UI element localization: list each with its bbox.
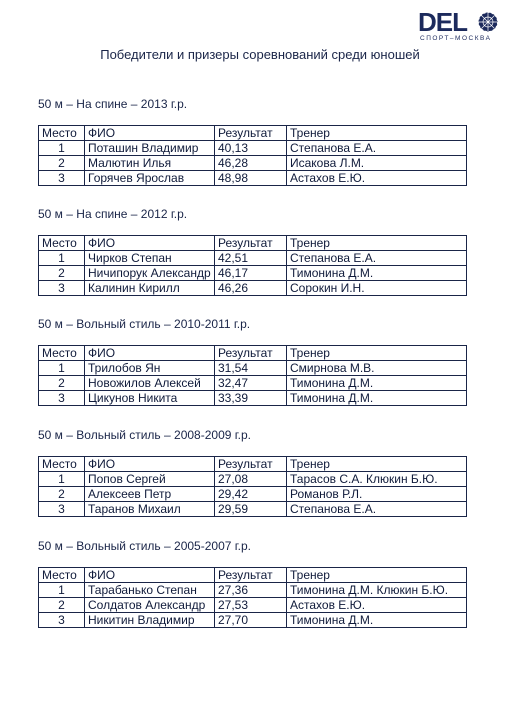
- table-row: [39, 251, 467, 266]
- section-title: 50 м – Вольный стиль – 2008-2009 г.р.: [38, 428, 251, 442]
- result-cell: 27,53: [215, 598, 287, 613]
- place-cell: 1: [39, 141, 85, 156]
- table-header-row: [39, 236, 467, 251]
- place-cell: 3: [39, 502, 85, 517]
- coach-cell: Степанова Е.А.: [287, 141, 467, 156]
- name-cell: Трилобов Ян: [85, 361, 215, 376]
- results-section: [38, 538, 466, 628]
- table-row: [39, 171, 467, 186]
- header-place: Место: [39, 236, 85, 251]
- header-place: Место: [39, 457, 85, 472]
- place-cell: 2: [39, 598, 85, 613]
- place-cell: 3: [39, 171, 85, 186]
- table-header-row: [39, 457, 467, 472]
- header-result: Результат: [215, 457, 287, 472]
- result-cell: 48,98: [215, 171, 287, 186]
- coach-cell: Сорокин И.Н.: [287, 281, 467, 296]
- place-cell: 3: [39, 391, 85, 406]
- table-row: [39, 391, 467, 406]
- results-table: [38, 125, 467, 186]
- results-section: [38, 96, 466, 186]
- header-result: Результат: [215, 126, 287, 141]
- table-row: [39, 613, 467, 628]
- table-header-row: [39, 346, 467, 361]
- coach-cell: Тимонина Д.М.: [287, 376, 467, 391]
- results-table: [38, 456, 467, 517]
- place-cell: 3: [39, 281, 85, 296]
- result-cell: 29,42: [215, 487, 287, 502]
- header-name: ФИО: [85, 457, 215, 472]
- result-cell: 27,70: [215, 613, 287, 628]
- coach-cell: Тимонина Д.М.: [287, 266, 467, 281]
- results-table: [38, 345, 467, 406]
- name-cell: Горячев Ярослав: [85, 171, 215, 186]
- section-title: 50 м – Вольный стиль – 2005-2007 г.р.: [38, 539, 251, 553]
- name-cell: Солдатов Александр: [85, 598, 215, 613]
- place-cell: 1: [39, 251, 85, 266]
- name-cell: Алексеев Петр: [85, 487, 215, 502]
- name-cell: Таранов Михаил: [85, 502, 215, 517]
- results-table: [38, 567, 467, 628]
- table-row: [39, 583, 467, 598]
- name-cell: Ничипорук Александр: [85, 266, 215, 281]
- table-row: [39, 281, 467, 296]
- header-name: ФИО: [85, 568, 215, 583]
- result-cell: 40,13: [215, 141, 287, 156]
- coach-cell: Астахов Е.Ю.: [287, 171, 467, 186]
- coach-cell: Степанова Е.А.: [287, 251, 467, 266]
- coach-cell: Смирнова М.В.: [287, 361, 467, 376]
- results-table: [38, 235, 467, 296]
- result-cell: 46,28: [215, 156, 287, 171]
- place-cell: 2: [39, 376, 85, 391]
- place-cell: 2: [39, 266, 85, 281]
- name-cell: Никитин Владимир: [85, 613, 215, 628]
- name-cell: Цикунов Никита: [85, 391, 215, 406]
- coach-cell: Степанова Е.А.: [287, 502, 467, 517]
- place-cell: 1: [39, 583, 85, 598]
- section-title: 50 м – Вольный стиль – 2010-2011 г.р.: [38, 317, 251, 331]
- name-cell: Попов Сергей: [85, 472, 215, 487]
- table-row: [39, 266, 467, 281]
- ball-icon: [478, 12, 498, 32]
- page-title: Победители и призеры соревнований среди юношей: [100, 47, 420, 62]
- results-section: [38, 206, 466, 296]
- header-coach: Тренер: [287, 346, 467, 361]
- name-cell: Новожилов Алексей: [85, 376, 215, 391]
- table-row: [39, 376, 467, 391]
- name-cell: Калинин Кирилл: [85, 281, 215, 296]
- coach-cell: Тимонина Д.М.: [287, 391, 467, 406]
- result-cell: 29,59: [215, 502, 287, 517]
- coach-cell: Исакова Л.М.: [287, 156, 467, 171]
- header-name: ФИО: [85, 236, 215, 251]
- table-row: [39, 598, 467, 613]
- header-place: Место: [39, 126, 85, 141]
- name-cell: Малютин Илья: [85, 156, 215, 171]
- table-row: [39, 156, 467, 171]
- header-coach: Тренер: [287, 236, 467, 251]
- name-cell: Чирков Степан: [85, 251, 215, 266]
- table-row: [39, 361, 467, 376]
- coach-cell: Романов Р.Л.: [287, 487, 467, 502]
- result-cell: 27,36: [215, 583, 287, 598]
- coach-cell: Тимонина Д.М.: [287, 613, 467, 628]
- header-result: Результат: [215, 236, 287, 251]
- result-cell: 42,51: [215, 251, 287, 266]
- coach-cell: Тарасов С.А. Клюкин Б.Ю.: [287, 472, 467, 487]
- place-cell: 1: [39, 361, 85, 376]
- coach-cell: Астахов Е.Ю.: [287, 598, 467, 613]
- table-header-row: [39, 568, 467, 583]
- result-cell: 32,47: [215, 376, 287, 391]
- section-title: 50 м – На спине – 2013 г.р.: [38, 97, 188, 111]
- logo-wordmark: DEL: [418, 7, 467, 37]
- header-place: Место: [39, 568, 85, 583]
- header-name: ФИО: [85, 126, 215, 141]
- results-section: [38, 427, 466, 517]
- section-title: 50 м – На спине – 2012 г.р.: [38, 207, 188, 221]
- header-result: Результат: [215, 346, 287, 361]
- logo-subtitle: СПОРТ–МОСКВА: [420, 35, 492, 42]
- table-row: [39, 141, 467, 156]
- table-row: [39, 487, 467, 502]
- header-coach: Тренер: [287, 568, 467, 583]
- result-cell: 27,08: [215, 472, 287, 487]
- result-cell: 46,17: [215, 266, 287, 281]
- table-row: [39, 502, 467, 517]
- result-cell: 31,54: [215, 361, 287, 376]
- header-coach: Тренер: [287, 126, 467, 141]
- place-cell: 2: [39, 156, 85, 171]
- coach-cell: Тимонина Д.М. Клюкин Б.Ю.: [287, 583, 467, 598]
- header-coach: Тренер: [287, 457, 467, 472]
- place-cell: 1: [39, 472, 85, 487]
- results-section: [38, 316, 466, 406]
- place-cell: 2: [39, 487, 85, 502]
- header-result: Результат: [215, 568, 287, 583]
- place-cell: 3: [39, 613, 85, 628]
- result-cell: 46,26: [215, 281, 287, 296]
- header-place: Место: [39, 346, 85, 361]
- name-cell: Тарабанько Степан: [85, 583, 215, 598]
- header-name: ФИО: [85, 346, 215, 361]
- name-cell: Поташин Владимир: [85, 141, 215, 156]
- delo-logo: [418, 8, 498, 44]
- result-cell: 33,39: [215, 391, 287, 406]
- table-header-row: [39, 126, 467, 141]
- table-row: [39, 472, 467, 487]
